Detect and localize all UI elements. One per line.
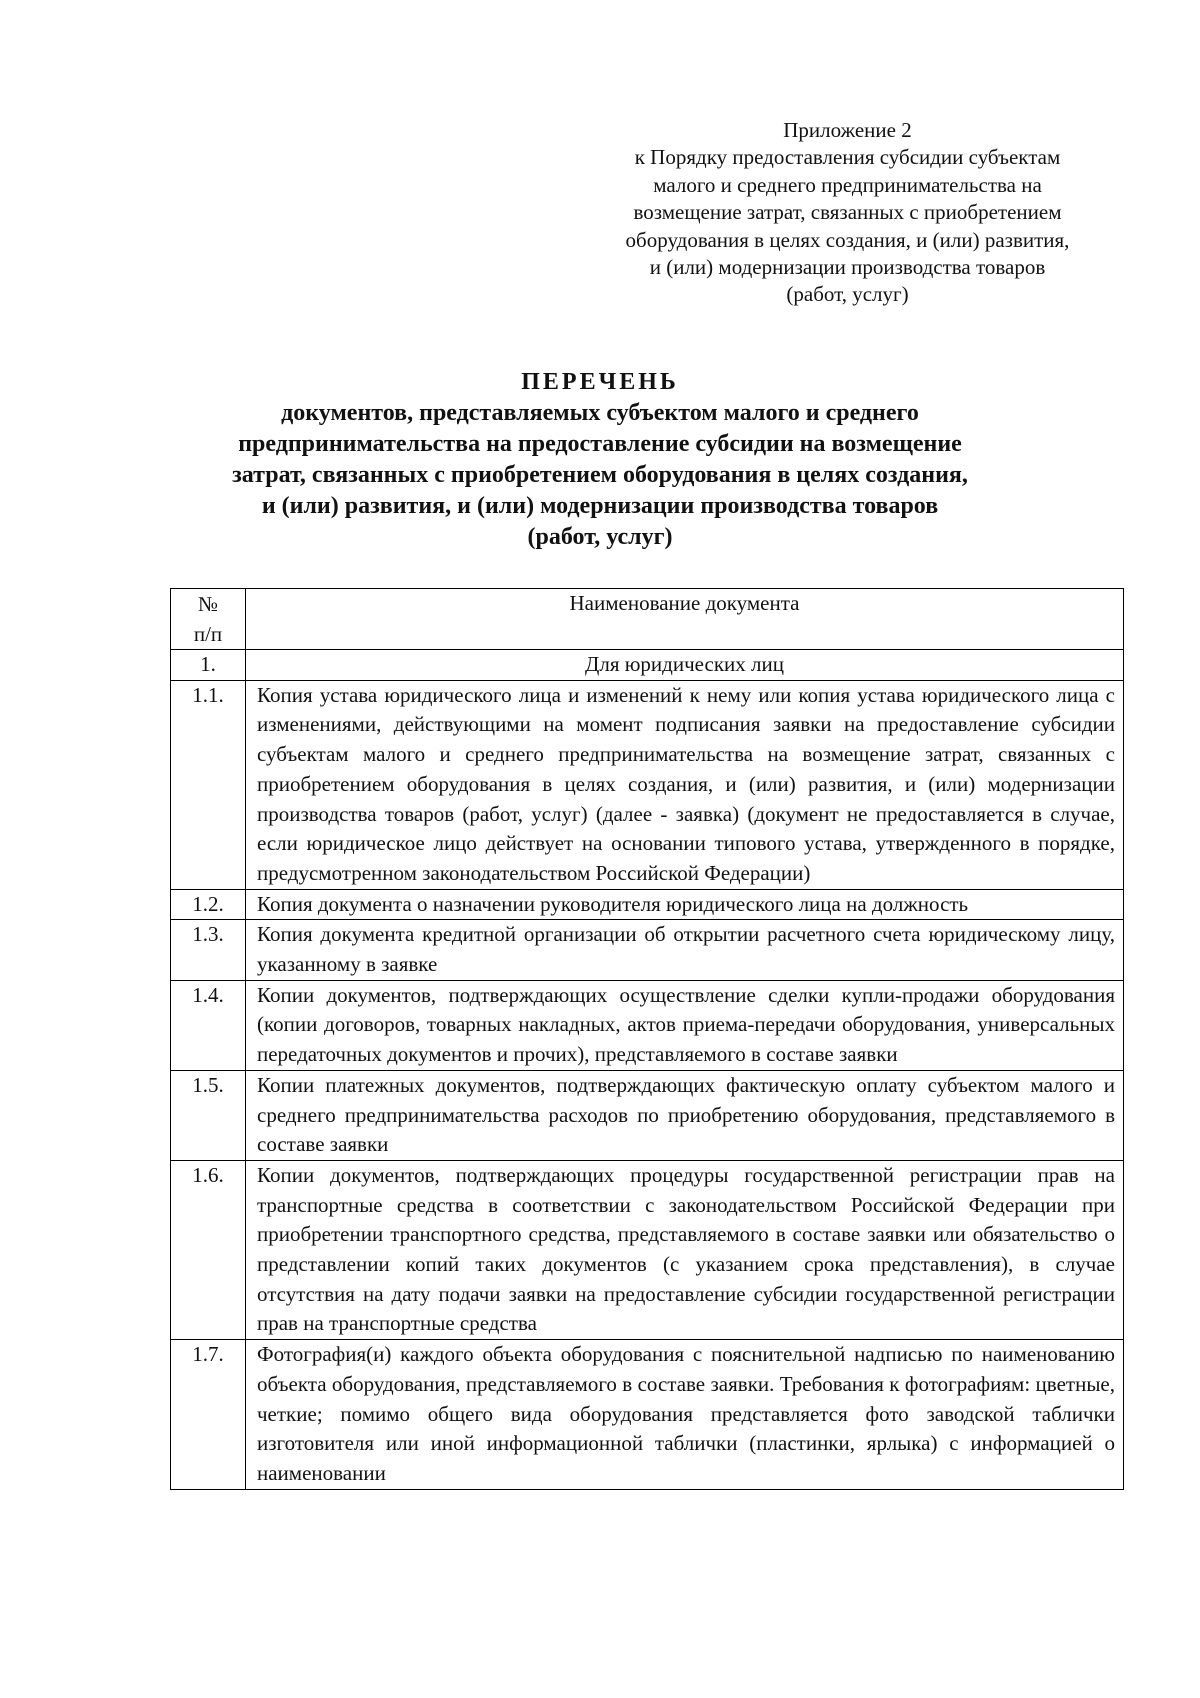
annex-line: (работ, услуг) (786, 282, 909, 307)
row-num: 1.6. (171, 1160, 246, 1339)
table-row (171, 889, 1124, 920)
annex-line: возмещение затрат, связанных с приобретением (633, 200, 1062, 225)
row-text: Копия документа о назначении руководителя юридического лица на должность (246, 889, 1124, 920)
section-row (171, 650, 1124, 681)
annex-line: и (или) модернизации производства товаров (649, 255, 1046, 280)
row-num: 1.4. (171, 980, 246, 1070)
table-row (171, 1160, 1124, 1339)
header-name-cell: Наименование документа (246, 589, 1124, 650)
annex-line: к Порядку предоставления субсидии субъектам (634, 145, 1061, 170)
table-row (171, 980, 1124, 1070)
row-num: 1.1. (171, 680, 246, 889)
section-title: Для юридических лиц (246, 650, 1124, 681)
row-text: Копии документов, подтверждающих процедуры государственной регистрации прав на транспортные средства в соответствии с законодательством Российской Федерации при приобретении транспортного средства, представляемого в составе заявки или обязательство о представлении копий таких документов (с указанием срока представления), в случае отсутствия на дату подачи заявки на предоставление субсидии государственной регистрации прав на транспортные средства (246, 1160, 1124, 1339)
heading-line: и (или) развития, и (или) модернизации производства товаров (261, 493, 939, 519)
annex-line: оборудования в целях создания, и (или) развития, (625, 227, 1070, 252)
heading-line: предпринимательства на предоставление субсидии на возмещение (238, 431, 962, 457)
row-text: Копии документов, подтверждающих осуществление сделки купли-продажи оборудования (копии договоров, товарных накладных, актов приема-передачи оборудования, универсальных передаточных документов и прочих), представляемого в составе заявки (246, 980, 1124, 1070)
annex-line: Приложение 2 (783, 118, 912, 142)
row-num: 1.5. (171, 1070, 246, 1160)
table-row (171, 680, 1124, 889)
heading-line: (работ, услуг) (527, 524, 673, 550)
row-text: Копия устава юридического лица и изменений к нему или копия устава юридического лица с изменениями, действующими на момент подписания заявки на предоставление субсидии субъектам малого и среднего предпринимательства на возмещение затрат, связанных с приобретением оборудования в целях создания, и (или) развития, и (или) модернизации производства товаров (работ, услуг) (далее - заявка) (документ не предоставляется в случае, если юридическое лицо действует на основании типового устава, утвержденного в порядке, предусмотренном законодательством Российской Федерации) (246, 680, 1124, 889)
table-row (171, 920, 1124, 980)
document-heading (150, 367, 1050, 553)
row-num: 1.3. (171, 920, 246, 980)
table-row (171, 1340, 1124, 1490)
row-text: Фотография(и) каждого объекта оборудования с пояснительной надписью по наименованию объекта оборудования, представляемого в составе заявки. Требования к фотографиям: цветные, четкие; помимо общего вида оборудования представляется фото заводской таблички изготовителя или иной информационной таблички (пластинки, ярлыка) с информацией о наименовании (246, 1340, 1124, 1490)
header-num-line: п/п (193, 622, 223, 646)
row-num: 1.2. (171, 889, 246, 920)
table-header-row (171, 589, 1124, 650)
row-text: Копии платежных документов, подтверждающих фактическую оплату субъектом малого и среднего предпринимательства расходов по приобретению оборудования, представляемого в составе заявки (246, 1070, 1124, 1160)
table-row (171, 1070, 1124, 1160)
documents-table (170, 588, 1124, 1490)
row-num: 1.7. (171, 1340, 246, 1490)
heading-line: затрат, связанных с приобретением оборудования в целях создания, (232, 462, 968, 488)
document-title: ПЕРЕЧЕНЬ (521, 369, 679, 395)
heading-line: документов, представляемых субъектом малого и среднего (281, 400, 919, 426)
row-text: Копия документа кредитной организации об открытии расчетного счета юридическому лицу, указанному в заявке (246, 920, 1124, 980)
section-num: 1. (171, 650, 246, 681)
annex-reference (590, 117, 1105, 309)
annex-line: малого и среднего предпринимательства на (653, 172, 1042, 197)
header-num-line: № (197, 592, 219, 616)
header-num-cell (171, 589, 246, 650)
